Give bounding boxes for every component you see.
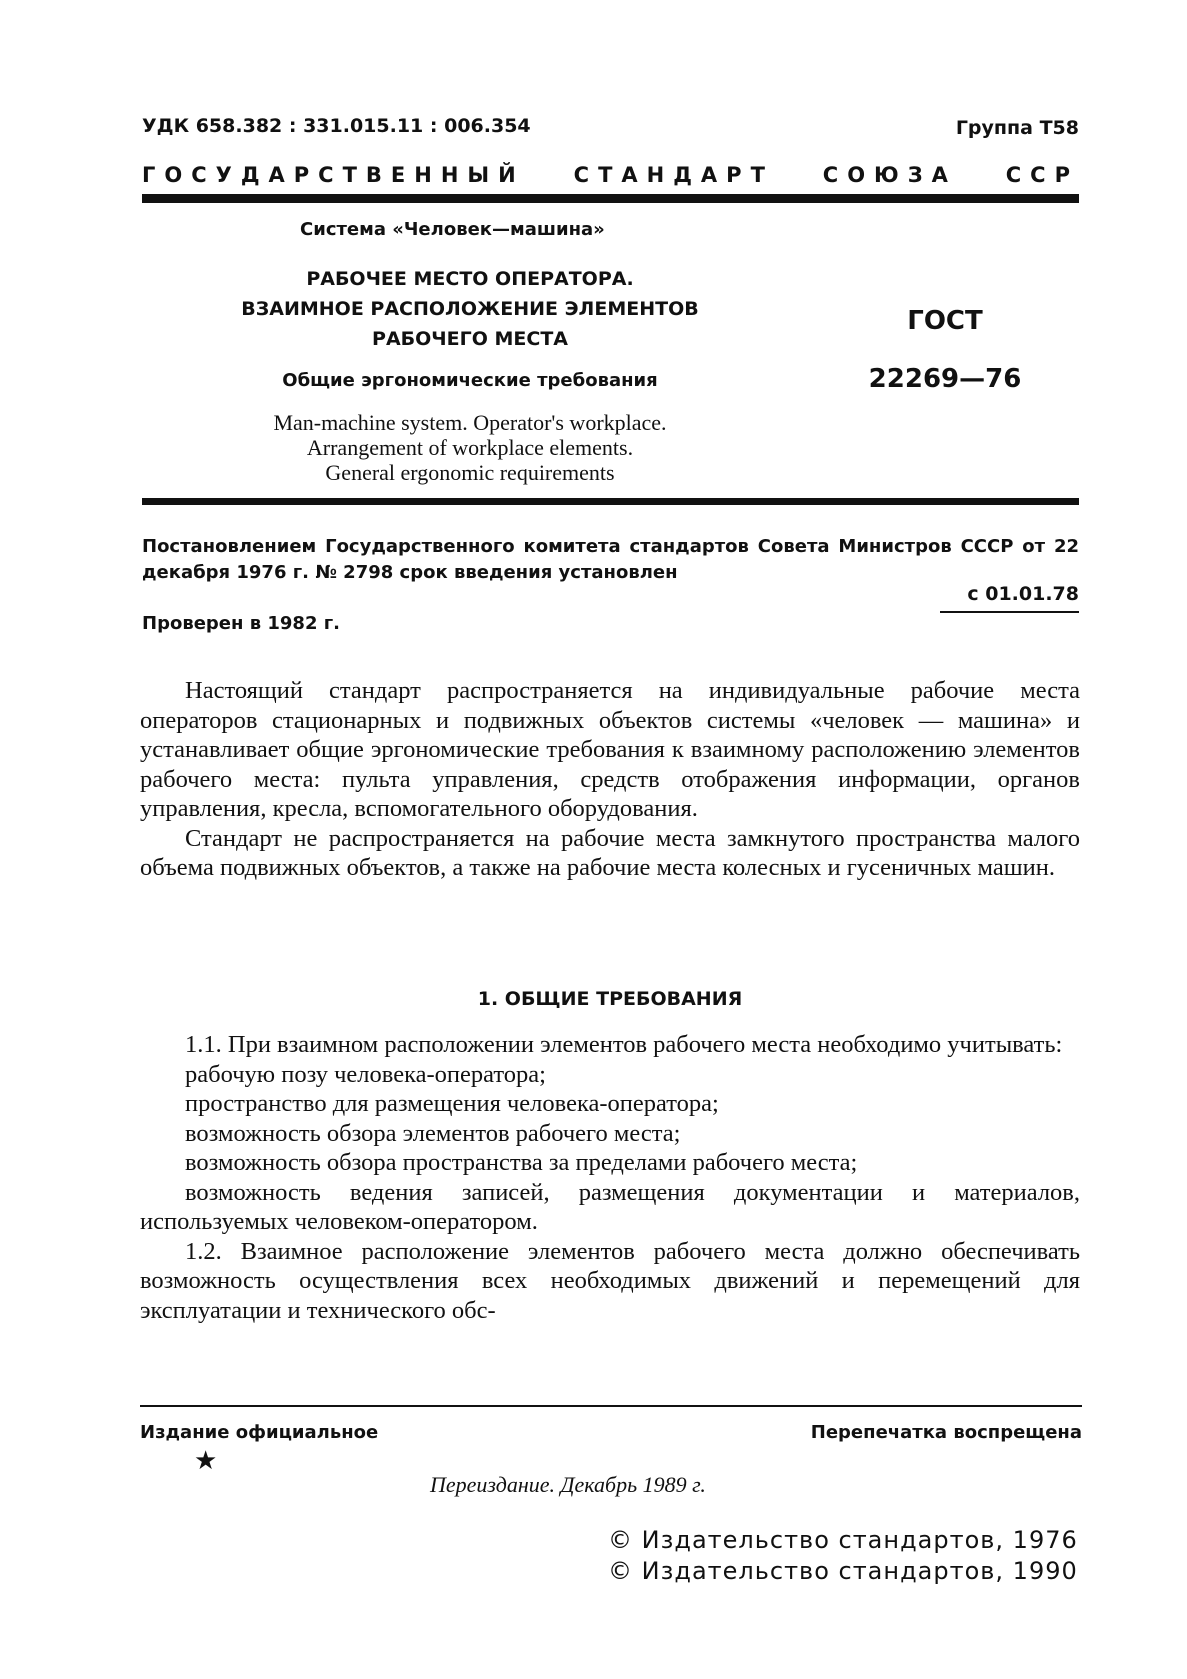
no-reprint-notice: Перепечатка воспрещена [810, 1422, 1082, 1443]
intro-paragraph-2: Стандарт не распространяется на рабочие места замкнутого пространства малого объема подвижных объектов, а также на рабочие места колесных и гусеничных машин. [140, 824, 1080, 881]
english-title [200, 410, 740, 485]
clause-1-1-item: возможность обзора пространства за пределами рабочего места; [185, 1149, 858, 1176]
clause-1-1: 1.1. При взаимном расположении элементов рабочего места необходимо учитывать: [185, 1031, 1063, 1058]
document-subtitle: Общие эргономические требования [282, 370, 658, 391]
english-line-1: Man-machine system. Operator's workplace. [273, 410, 667, 435]
reissue-note: Переиздание. Декабрь 1989 г. [430, 1472, 706, 1497]
state-standard-heading: ГОСУДАРСТВЕННЫЙ СТАНДАРТ СОЮЗА ССР [142, 163, 1079, 187]
title-line-3: РАБОЧЕГО МЕСТА [372, 328, 568, 350]
effective-date: с 01.01.78 [967, 583, 1079, 605]
intro-paragraph-1: Настоящий стандарт распространяется на индивидуальные рабочие места операторов стационарных и подвижных объектов системы «человек — машина» и устанавливает общие эргономические требования к взаимному расположению элементов рабочего места: пульта управления, средств отображения информации, органов управления, кресла, вспомогательного оборудования. [140, 677, 1080, 822]
effective-date-underline [940, 611, 1079, 613]
footer-divider [140, 1405, 1082, 1407]
section-1-text [140, 1030, 1080, 1325]
system-name: Система «Человек—машина» [300, 219, 605, 240]
clause-1-1-item: возможность ведения записей, размещения документации и материалов, используемых человеком-оператором. [140, 1178, 1080, 1235]
clause-1-1-item: рабочую позу человека-оператора; [185, 1060, 546, 1088]
title-line-2: ВЗАИМНОЕ РАСПОЛОЖЕНИЕ ЭЛЕМЕНТОВ [241, 298, 699, 320]
section-1-heading: 1. ОБЩИЕ ТРЕБОВАНИЯ [477, 988, 743, 1010]
copyright-1976: © Издательство стандартов, 1976 [608, 1526, 1078, 1554]
clause-1-1-item: пространство для размещения человека-оператора; [185, 1090, 719, 1117]
gost-label: ГОСТ [907, 306, 983, 336]
checked-note: Проверен в 1982 г. [142, 613, 340, 634]
gost-number: 22269—76 [868, 364, 1022, 394]
english-line-3: General ergonomic requirements [325, 460, 615, 485]
clause-1-1-item: возможность обзора элементов рабочего места; [185, 1119, 681, 1147]
header-divider [142, 194, 1079, 203]
title-divider [142, 498, 1079, 505]
title-line-1: РАБОЧЕЕ МЕСТО ОПЕРАТОРА. [306, 268, 634, 290]
star-icon: ★ [194, 1446, 218, 1476]
document-title [200, 264, 740, 354]
copyright-1990: © Издательство стандартов, 1990 [608, 1557, 1078, 1585]
clause-1-2: 1.2. Взаимное расположение элементов рабочего места должно обеспечивать возможность осуществления всех необходимых движений и перемещений для эксплуатации и технического обс- [140, 1237, 1080, 1324]
intro-text [140, 676, 1080, 883]
udk-code: УДК 658.382 : 331.015.11 : 006.354 [142, 115, 531, 137]
group-code: Группа Т58 [955, 117, 1079, 139]
decree-text: Постановлением Государственного комитета стандартов Совета Министров СССР от 22 декабря 1976 г. № 2798 срок введения установлен [142, 536, 1079, 583]
english-line-2: Arrangement of workplace elements. [306, 435, 634, 460]
official-edition: Издание официальное [140, 1422, 379, 1443]
